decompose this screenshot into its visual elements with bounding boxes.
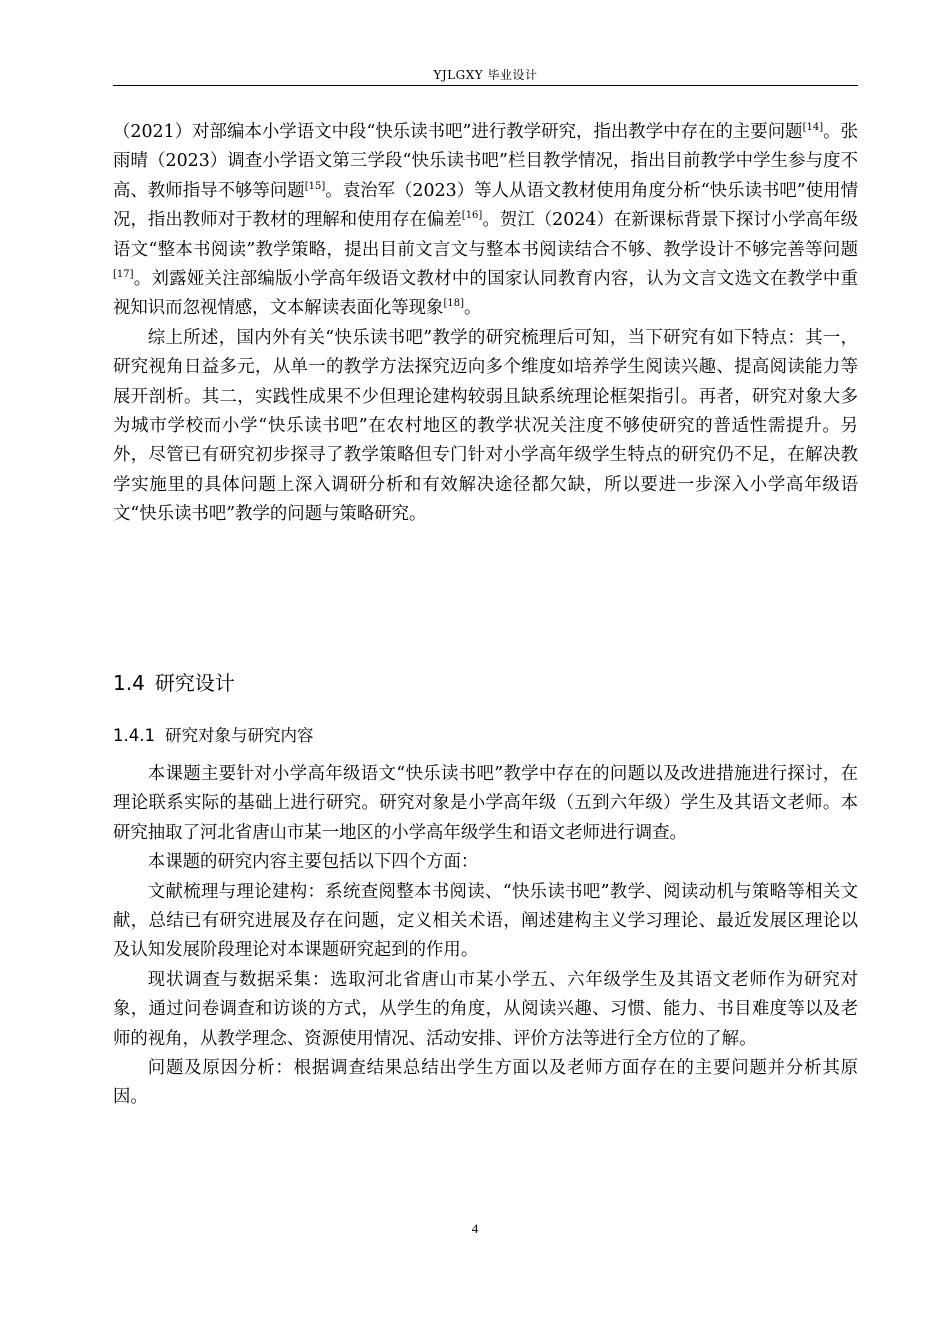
- paragraph-content-intro: 本课题的研究内容主要包括以下四个方面：: [147, 852, 479, 873]
- subsection-heading: [113, 722, 313, 746]
- section-title: 研究设计: [154, 671, 235, 695]
- subsection-number: 1.4.1: [113, 726, 155, 745]
- citation: [17]: [113, 269, 134, 281]
- paragraph-survey: 现状调查与数据采集：选取河北省唐山市某小学五、六年级学生及其语文老师作为研究对象，通过问卷调查和访谈的方式，从学生的角度，从阅读兴趣、习惯、能力、书目难度等以及老师的视角，从教学理念、资源使用情况、活动安排、评价方法等进行全方位的了解。: [113, 969, 858, 1049]
- section-number: 1.4: [113, 671, 145, 695]
- section-heading: [113, 667, 235, 696]
- body-block-top: [113, 118, 858, 530]
- paragraph-research-object: 本课题主要针对小学高年级语文“快乐读书吧”教学中存在的问题以及改进措施进行探讨，在理论联系实际的基础上进行研究。研究对象是小学高年级（五到六年级）学生及其语文老师。本研究抽取了河北省唐山市某一地区的小学高年级学生和语文老师进行调查。: [113, 764, 858, 843]
- page-number: 4: [471, 1221, 479, 1236]
- citation: [16]: [461, 210, 483, 222]
- text-run: 。刘露娅关注部编版小学高年级语文教材中的国家认同教育内容，认为文言文选文在教学中重视知识而忽视情感，文本解读表面化等现象: [113, 269, 858, 319]
- body-block-bottom: [113, 760, 858, 1113]
- page-header: YJLGXY 毕业设计: [433, 68, 538, 82]
- text-run: 。张雨晴（2023）调查小学语文第三学段“快乐读书吧”栏目教学情况，指出目前教学中学生参与度不高、教师指导不够等问题: [113, 122, 858, 201]
- text-run: （2021）对部编本小学语文中段“快乐读书吧”进行教学研究，指出教学中存在的主要问题: [113, 122, 803, 142]
- paragraph-literature-review: [113, 118, 858, 324]
- subsection-title: 研究对象与研究内容: [164, 726, 314, 745]
- paragraph-summary: 综上所述，国内外有关“快乐读书吧”教学的研究梳理后可知，当下研究有如下特点：其一，研究视角日益多元，从单一的教学方法探究迈向多个维度如培养学生阅读兴趣、提高阅读能力等展开剖析。其二，实践性成果不少但理论建构较弱且缺系统理论框架指引。再者，研究对象大多为城市学校而小学“快乐读书吧”在农村地区的教学状况关注度不够使研究的普适性需提升。另外，尽管已有研究初步探寻了教学策略但专门针对小学高年级学生特点的研究仍不足，在解决教学实施里的具体问题上深入调研分析和有效解决途径都欠缺，所以要进一步深入小学高年级语文“快乐读书吧”教学的问题与策略研究。: [113, 327, 858, 525]
- text-run: 。: [463, 298, 482, 319]
- citation: [18]: [443, 298, 464, 310]
- citation: [14]: [802, 122, 824, 133]
- paragraph-problem-analysis: 问题及原因分析：根据调查结果总结出学生方面以及老师方面存在的主要问题并分析其原因。: [113, 1058, 858, 1108]
- paragraph-literature-theory: 文献梳理与理论建构：系统查阅整本书阅读、“快乐读书吧”教学、阅读动机与策略等相关文献，总结已有研究进展及存在问题，定义相关术语，阐述建构主义学习理论、最近发展区理论以及认知发展阶段理论对本课题研究起到的作用。: [113, 881, 858, 961]
- text-run: 。袁治军（2023）等人从语文教材使用角度分析“快乐读书吧”使用情况，指出教师对于教材的理解和使用存在偏差: [113, 180, 858, 231]
- citation: [15]: [304, 180, 326, 192]
- header-rule: [113, 85, 858, 86]
- text-run: 。贺江（2024）在新课标背景下探讨小学高年级语文“整本书阅读”教学策略，提出目前文言文与整本书阅读结合不够、教学设计不够完善等问题: [113, 210, 858, 260]
